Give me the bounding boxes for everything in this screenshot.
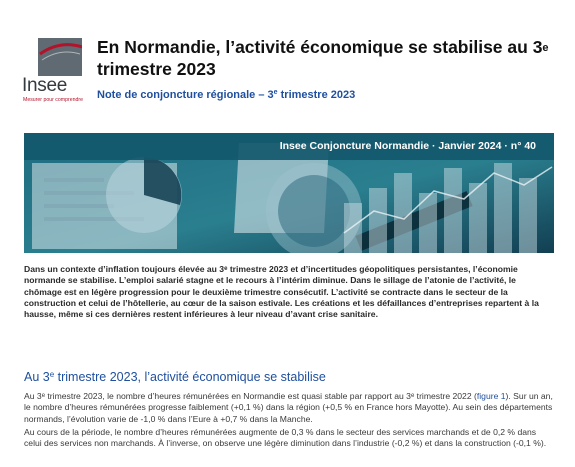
publication-reference: Insee Conjoncture Normandie · Janvier 2024 · n° 40 [279, 140, 536, 152]
cover-banner [24, 133, 554, 253]
insee-logo-tagline: Mesurer pour comprendre [23, 97, 83, 103]
page-title: En Normandie, l’activité économique se stabilise au 3e trimestre 2023 [97, 37, 549, 79]
insee-logo [22, 30, 84, 104]
insee-logo-mark [38, 38, 82, 76]
section-paragraph-1: Au 3e trimestre 2023, le nombre d’heures rémunérées en Normandie est quasi stable par rapport au 3e trimestre 2022 (figure 1). Sur un an, le nombre d’heures rémunérées progresse faiblement (+0,1 %) dans la région (+0,5 % en France hors Mayotte). Au sein des départements normands, l’évolution varie de -1,0 % dans l’Eure à +0,7 % dans la Manche. [24, 391, 553, 424]
figure-1-link[interactable]: figure 1 [476, 391, 506, 401]
page-subtitle: Note de conjoncture régionale – 3e trimestre 2023 [97, 89, 356, 101]
insee-logo-name: Insee [22, 75, 67, 96]
section-paragraph-2: Au cours de la période, le nombre d’heures rémunérées augmente de 0,3 % dans le secteur des services marchands et de 0,2 % dans celui des services non marchands. À l’inverse, on observe une légère diminution dans l’industrie (-0,2 %) et dans la construction (-0,1 %). [24, 427, 547, 449]
intro-summary: Dans un contexte d’inflation toujours élevée au 3e trimestre 2023 et d’incertitudes géopolitiques persistantes, l’économie normande se stabilise. L’emploi salarié stagne et le recours à l’intérim diminue. Dans le sillage de l’atonie de l’activité, le chômage est en légère progression pour le deuxième trimestre consécutif. L’activité se contracte dans le secteur de la construction et celui de l’hôtellerie, au cœur de la saison estivale. Les créations et les défaillances d’entreprises repartent à la hausse, même si ces dernières restent inférieures à leur niveau d’avant crise sanitaire. [24, 264, 539, 320]
section-heading: Au 3e trimestre 2023, l’activité économique se stabilise [24, 370, 326, 384]
